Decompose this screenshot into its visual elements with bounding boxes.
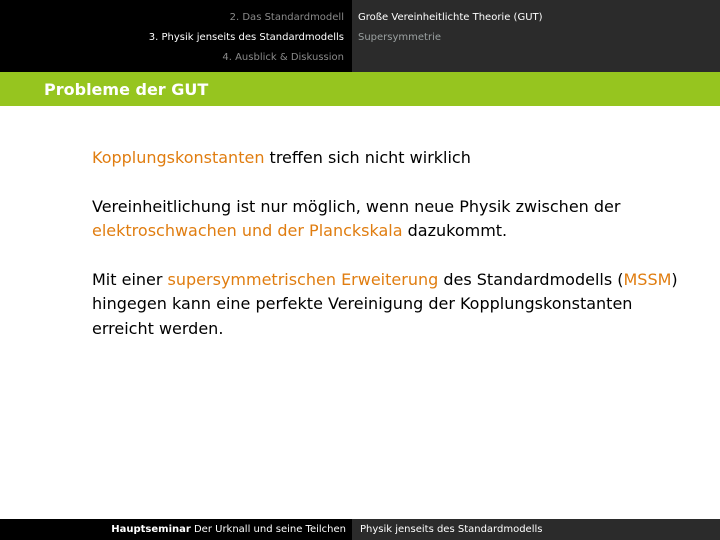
- highlight-skala: elektroschwachen und der Planckskala: [92, 221, 403, 240]
- paragraph-3-text-b: des Standardmodells (: [438, 269, 624, 289]
- paragraph-2-text-a: Vereinheitlichung ist nur möglich, wenn neue Physik zwischen der: [92, 196, 621, 216]
- slide-title: Probleme der GUT: [44, 80, 209, 99]
- highlight-kopplungskonstanten: Kopplungskonstanten: [92, 148, 265, 167]
- highlight-mssm: MSSM: [623, 269, 672, 289]
- nav-section-ausblick[interactable]: 4. Ausblick & Diskussion: [222, 52, 344, 63]
- paragraph-2: [92, 195, 682, 244]
- paragraph-3-text-a: Mit einer: [92, 269, 168, 289]
- nav-subsection-gut[interactable]: Große Vereinheitlichte Theorie (GUT): [358, 12, 543, 23]
- paragraph-1-text: treffen sich nicht wirklich: [264, 148, 471, 167]
- footer-seminar-title: Der Urknall und seine Teilchen: [190, 524, 346, 535]
- slide-content: [92, 146, 682, 365]
- footer-seminar: [0, 519, 352, 540]
- nav-subsection-supersymmetrie[interactable]: Supersymmetrie: [358, 32, 442, 43]
- paragraph-2-text-b: dazukommt.: [402, 221, 508, 240]
- paragraph-3-text-c: ) hingegen kann eine perfekte Vereinigung der Kopplungskonstanten erreicht werden.: [92, 269, 678, 338]
- paragraph-1: [92, 146, 682, 171]
- footer-section-label: Physik jenseits des Standardmodells: [360, 524, 543, 535]
- section-navigation: [0, 0, 352, 72]
- subsection-navigation: [352, 0, 720, 72]
- paragraph-3: [92, 268, 682, 342]
- nav-section-physik-jenseits[interactable]: 3. Physik jenseits des Standardmodells: [148, 32, 344, 43]
- slide-title-bar: [0, 72, 720, 106]
- highlight-susy-erweiterung: supersymmetrischen Erweiterung: [167, 269, 439, 289]
- header-navigation: [0, 0, 720, 72]
- nav-section-standardmodell[interactable]: 2. Das Standardmodell: [229, 12, 344, 23]
- footer-seminar-label: Hauptseminar: [111, 524, 191, 535]
- footer-section: [352, 519, 720, 540]
